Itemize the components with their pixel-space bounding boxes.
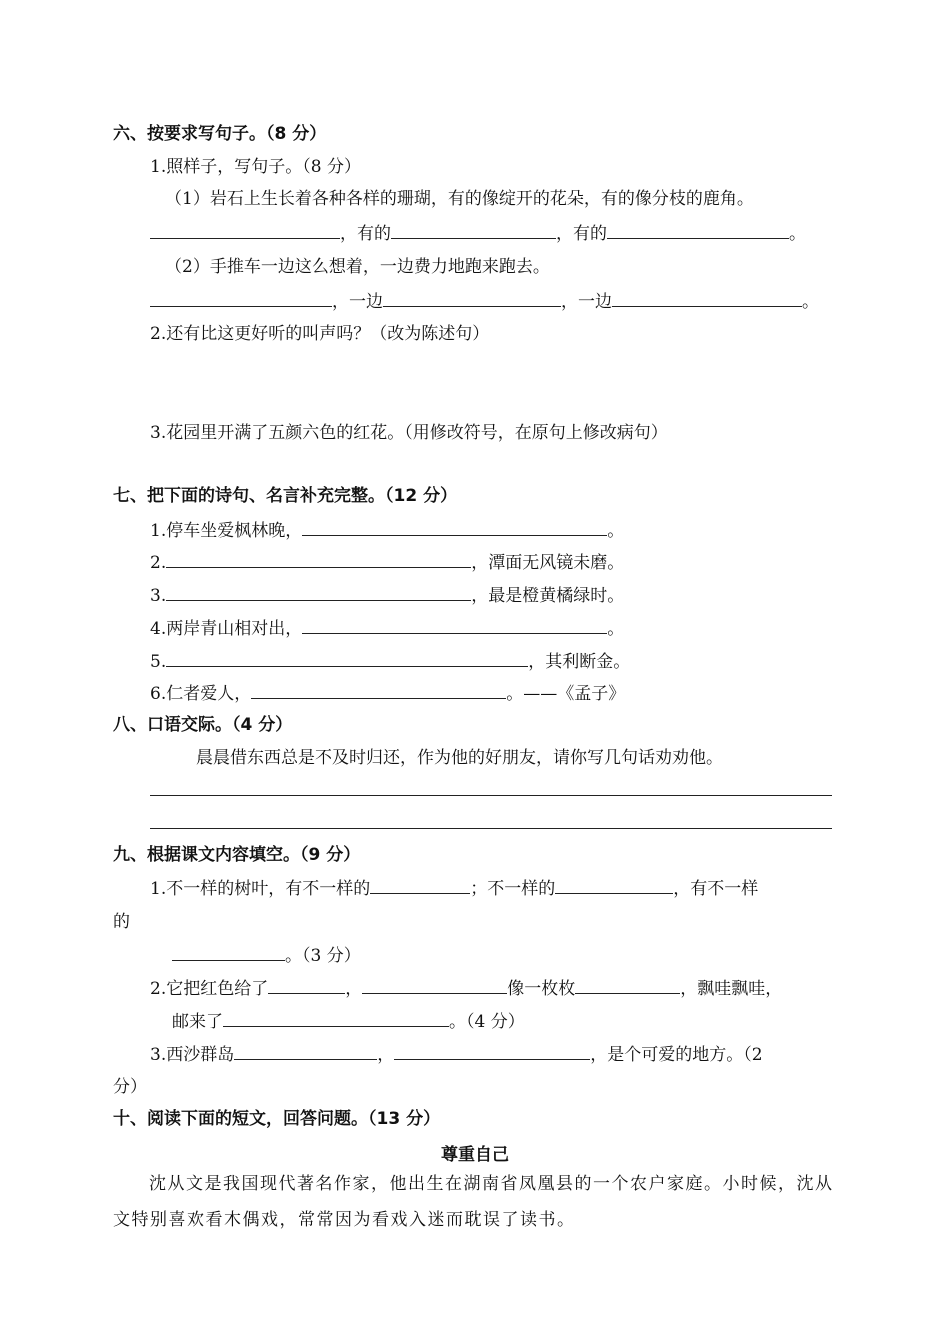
section-7-heading: 七、把下面的诗句、名言补充完整。（12 分） (113, 486, 458, 506)
answer-blank[interactable] (166, 583, 471, 601)
answer-blank[interactable] (268, 976, 345, 994)
s6-example-2: （2）手推车一边这么想着，一边费力地跑来跑去。 (165, 257, 550, 277)
s6-fill-line-2: ，一边 ，一边 。 (150, 289, 819, 314)
answer-blank[interactable] (302, 616, 607, 634)
answer-blank[interactable] (394, 1042, 590, 1060)
answer-blank[interactable] (234, 1042, 377, 1060)
s7-item-4: 4.两岸青山相对出， 。 (150, 616, 624, 641)
answer-blank[interactable] (575, 976, 680, 994)
passage-title: 尊重自己 (441, 1145, 509, 1165)
s9-question-2-cont: 邮来了 。（4 分） (172, 1009, 525, 1034)
answer-blank[interactable] (150, 289, 332, 307)
answer-blank[interactable] (223, 1009, 449, 1027)
answer-line[interactable] (150, 795, 832, 796)
s9-question-1-cont: 。（3 分） (172, 943, 361, 968)
s9-question-3-wrap: 分） (113, 1077, 147, 1097)
s7-item-3: 3. ，最是橙黄橘绿时。 (150, 583, 624, 608)
s9-question-3: 3.西沙群岛 ， ，是个可爱的地方。（2 (150, 1042, 763, 1067)
answer-blank[interactable] (555, 876, 673, 894)
answer-blank[interactable] (362, 976, 507, 994)
s6-question-3: 3.花园里开满了五颜六色的红花。（用修改符号，在原句上修改病句） (150, 423, 668, 443)
section-6-heading: 六、按要求写句子。（8 分） (113, 124, 327, 144)
section-8-heading: 八、口语交际。（4 分） (113, 715, 293, 735)
answer-blank[interactable] (612, 289, 802, 307)
s7-item-1: 1.停车坐爱枫林晚， 。 (150, 518, 624, 543)
answer-blank[interactable] (251, 681, 506, 699)
answer-blank[interactable] (383, 289, 561, 307)
answer-blank[interactable] (391, 221, 556, 239)
s7-item-5: 5. ，其利断金。 (150, 649, 630, 674)
answer-line[interactable] (150, 828, 832, 829)
answer-blank[interactable] (607, 221, 789, 239)
answer-blank[interactable] (172, 943, 285, 961)
s6-example-1: （1）岩石上生长着各种各样的珊瑚，有的像绽开的花朵，有的像分枝的鹿角。 (165, 189, 754, 209)
s6-question-1: 1.照样子，写句子。（8 分） (150, 157, 361, 177)
answer-blank[interactable] (166, 649, 528, 667)
s6-question-2: 2.还有比这更好听的叫声吗？（改为陈述句） (150, 324, 490, 344)
s9-question-1-wrap: 的 (113, 912, 130, 932)
answer-blank[interactable] (370, 876, 470, 894)
s9-question-2: 2.它把红色给了 ， 像一枚枚 ，飘哇飘哇， (150, 976, 782, 1001)
passage-paragraph: 沈从文是我国现代著名作家，他出生在湖南省凤凰县的一个农户家庭。小时候，沈从文特别喜欢看木偶戏，常常因为看戏入迷而耽误了读书。 (113, 1174, 834, 1230)
section-10-heading: 十、阅读下面的短文，回答问题。（13 分） (113, 1109, 441, 1129)
s7-item-2: 2. ，潭面无风镜未磨。 (150, 550, 624, 575)
answer-blank[interactable] (302, 518, 607, 536)
s7-item-6: 6.仁者爱人， 。——《孟子》 (150, 681, 625, 706)
answer-blank[interactable] (166, 550, 471, 568)
s6-fill-line-1: ，有的 ，有的 。 (150, 221, 806, 246)
s9-question-1: 1.不一样的树叶，有不一样的 ；不一样的 ，有不一样 (150, 876, 758, 901)
section-9-heading: 九、根据课文内容填空。（9 分） (113, 845, 361, 865)
s8-prompt: 晨晨借东西总是不及时归还，作为他的好朋友，请你写几句话劝劝他。 (196, 748, 723, 768)
answer-blank[interactable] (150, 221, 340, 239)
